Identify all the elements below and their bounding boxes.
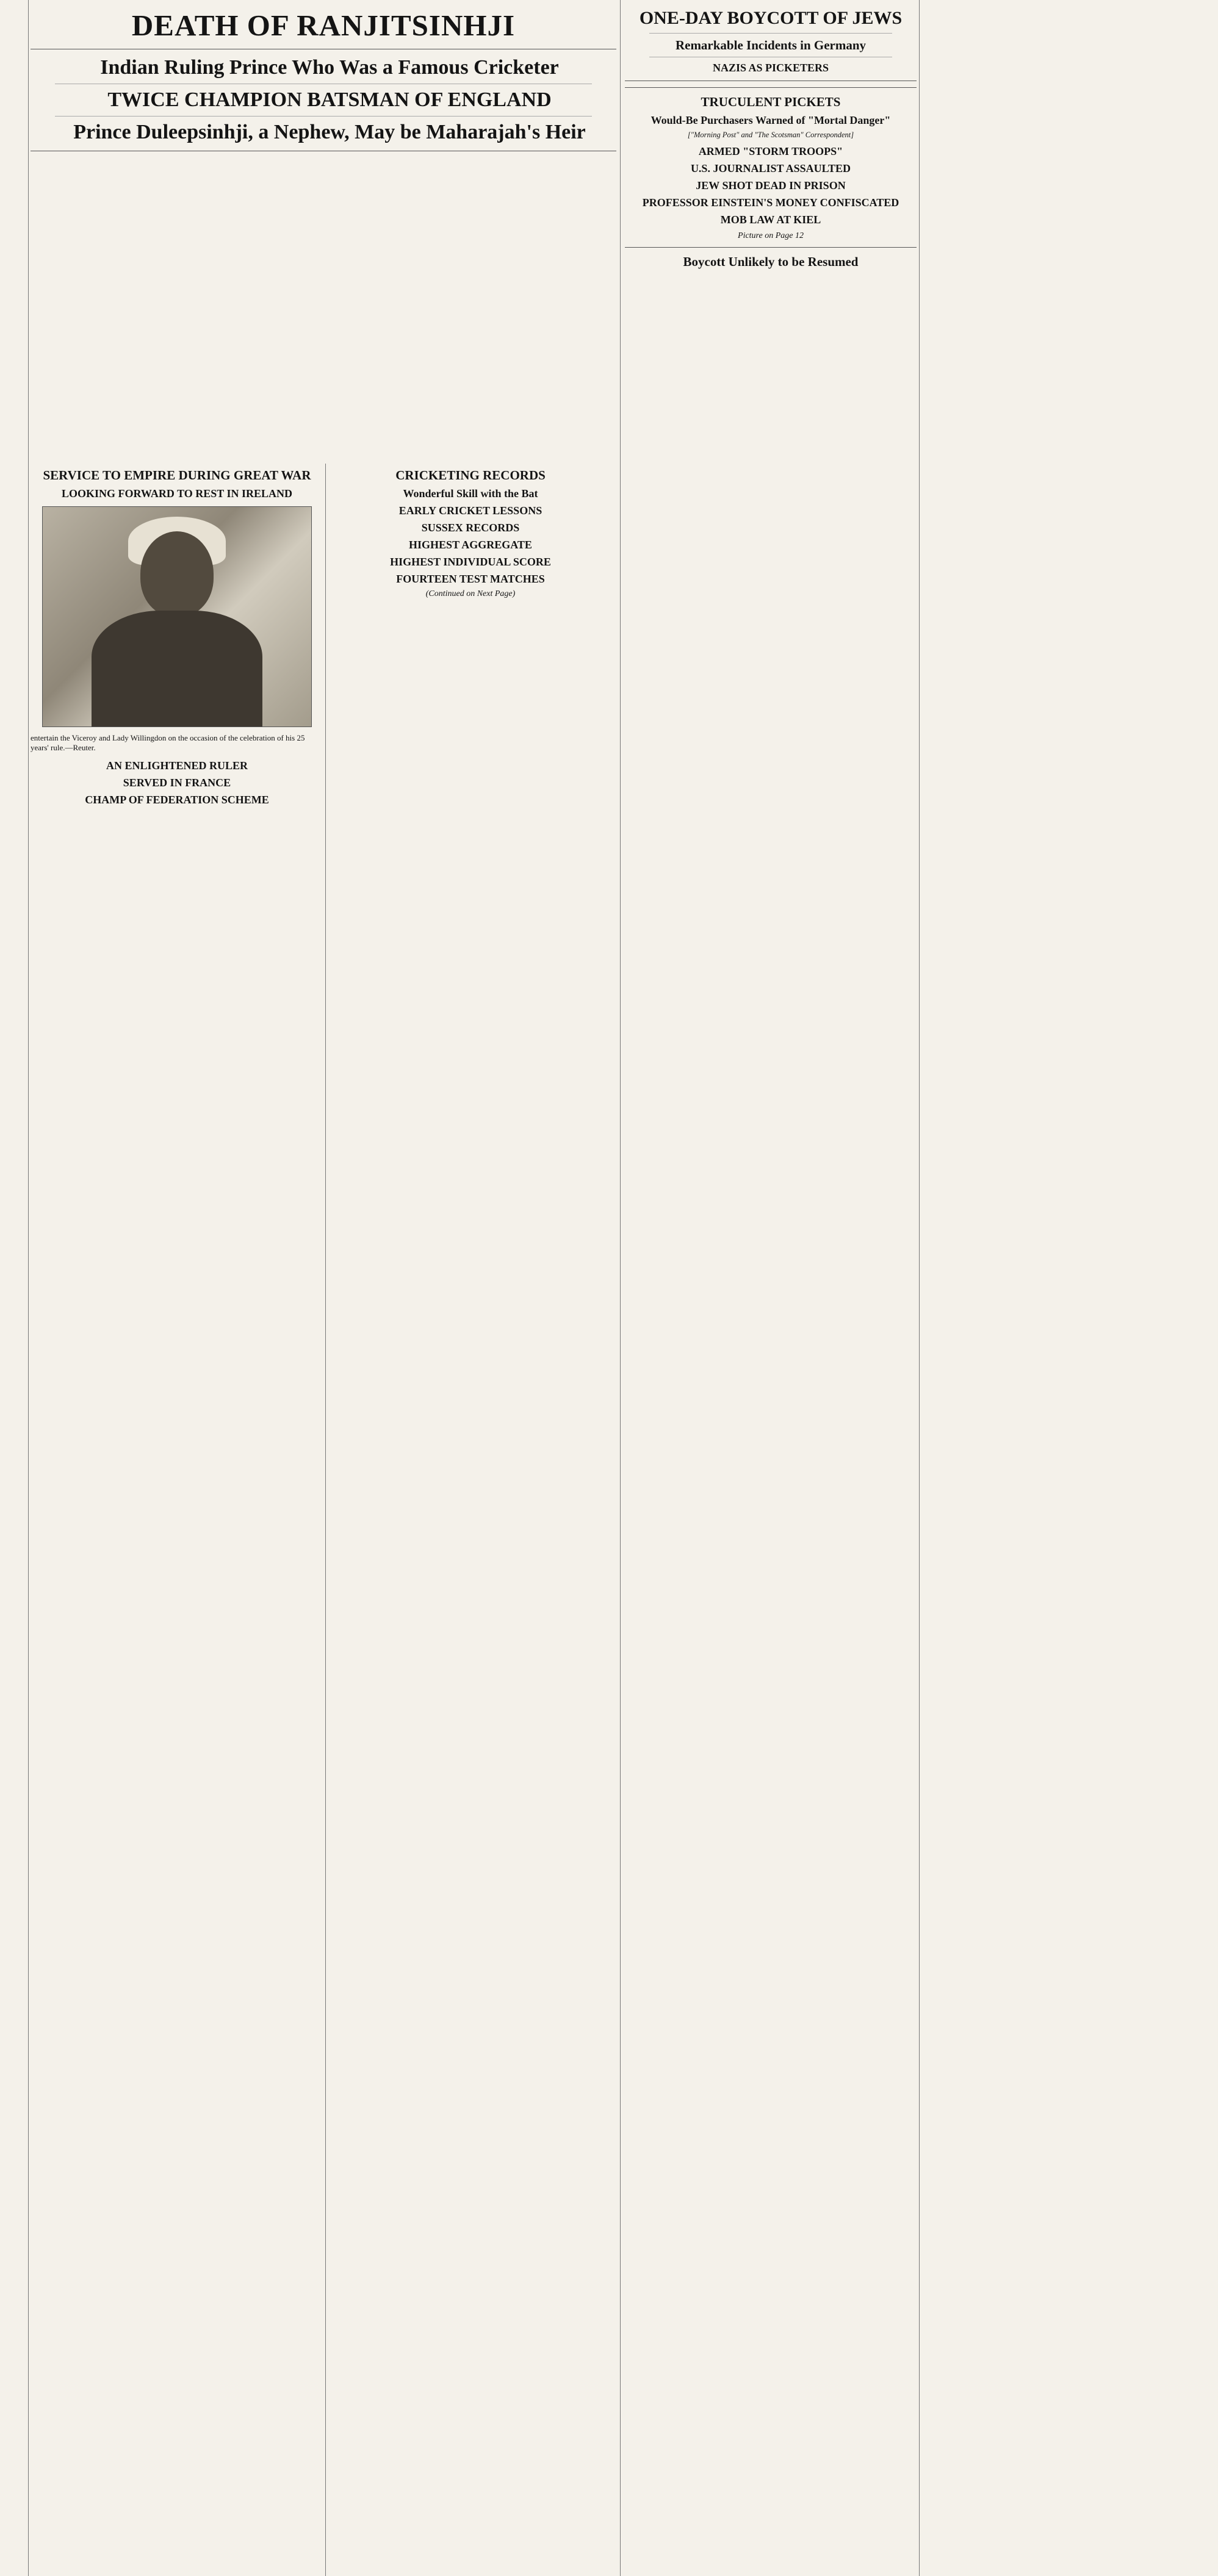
column-rule	[325, 464, 326, 2576]
column-rule	[620, 0, 621, 2576]
unlikely-head: Boycott Unlikely to be Resumed	[683, 254, 859, 269]
cut-off-column	[0, 0, 27, 2576]
photo-caption: entertain the Viceroy and Lady Willingdon on the occasion of the celebration of his 25 years' rule.—Reuter.	[31, 733, 305, 752]
headline-ranji: DEATH OF RANJITSINHJI	[131, 9, 516, 42]
cricket-headline: CRICKETING RECORDS	[395, 468, 546, 483]
section-professor: PROFESSOR EINSTEIN'S MONEY CONFISCATED	[642, 196, 899, 209]
ranji-column-1	[31, 464, 323, 2576]
column-rule	[919, 0, 920, 2576]
boycott-article	[625, 0, 917, 2576]
section-score: HIGHEST INDIVIDUAL SCORE	[390, 556, 551, 568]
section-champion: CHAMP OF FEDERATION SCHEME	[85, 794, 269, 806]
subhead-ranji-3: Prince Duleepsinhji, a Nephew, May be Maharajah's Heir	[73, 121, 586, 143]
section-looking: LOOKING FORWARD TO REST IN IRELAND	[62, 487, 292, 500]
picture-reference: Picture on Page 12	[738, 231, 804, 240]
section-mob: MOB LAW AT KIEL	[720, 213, 821, 226]
subhead-boycott: Remarkable Incidents in Germany	[675, 38, 867, 52]
truculent-sub: Would-Be Purchasers Warned of "Mortal Danger"	[650, 114, 891, 126]
section-served: SERVED IN FRANCE	[123, 777, 231, 789]
subhead-nazis: NAZIS AS PICKETERS	[712, 62, 829, 74]
section-jew: JEW SHOT DEAD IN PRISON	[696, 179, 846, 192]
section-highest: HIGHEST AGGREGATE	[409, 539, 532, 551]
subhead-ranji-2: TWICE CHAMPION BATSMAN OF ENGLAND	[107, 88, 552, 111]
section-early: EARLY CRICKET LESSONS	[398, 504, 542, 517]
portrait-photo	[42, 506, 312, 727]
section-armed: ARMED "STORM TROOPS"	[698, 145, 843, 157]
section-sussex: SUSSEX RECORDS	[421, 522, 520, 534]
column-rule	[28, 0, 29, 2576]
cricket-column	[327, 464, 614, 2576]
truculent-head: TRUCULENT PICKETS	[701, 95, 841, 109]
section-service: SERVICE TO EMPIRE DURING GREAT WAR	[43, 468, 311, 483]
section-us: U.S. JOURNALIST ASSAULTED	[690, 162, 851, 174]
section-enlightened: AN ENLIGHTENED RULER	[106, 759, 248, 772]
byline: ["Morning Post" and "The Scotsman" Correspondent]	[687, 131, 854, 139]
subhead-ranji: Indian Ruling Prince Who Was a Famous Cricketer	[100, 56, 559, 79]
headline-boycott: ONE-DAY BOYCOTT OF JEWS	[639, 8, 903, 28]
continued-note: (Continued on Next Page)	[425, 589, 516, 598]
section-test: FOURTEEN TEST MATCHES	[396, 573, 545, 585]
cricket-subhead: Wonderful Skill with the Bat	[403, 487, 538, 500]
